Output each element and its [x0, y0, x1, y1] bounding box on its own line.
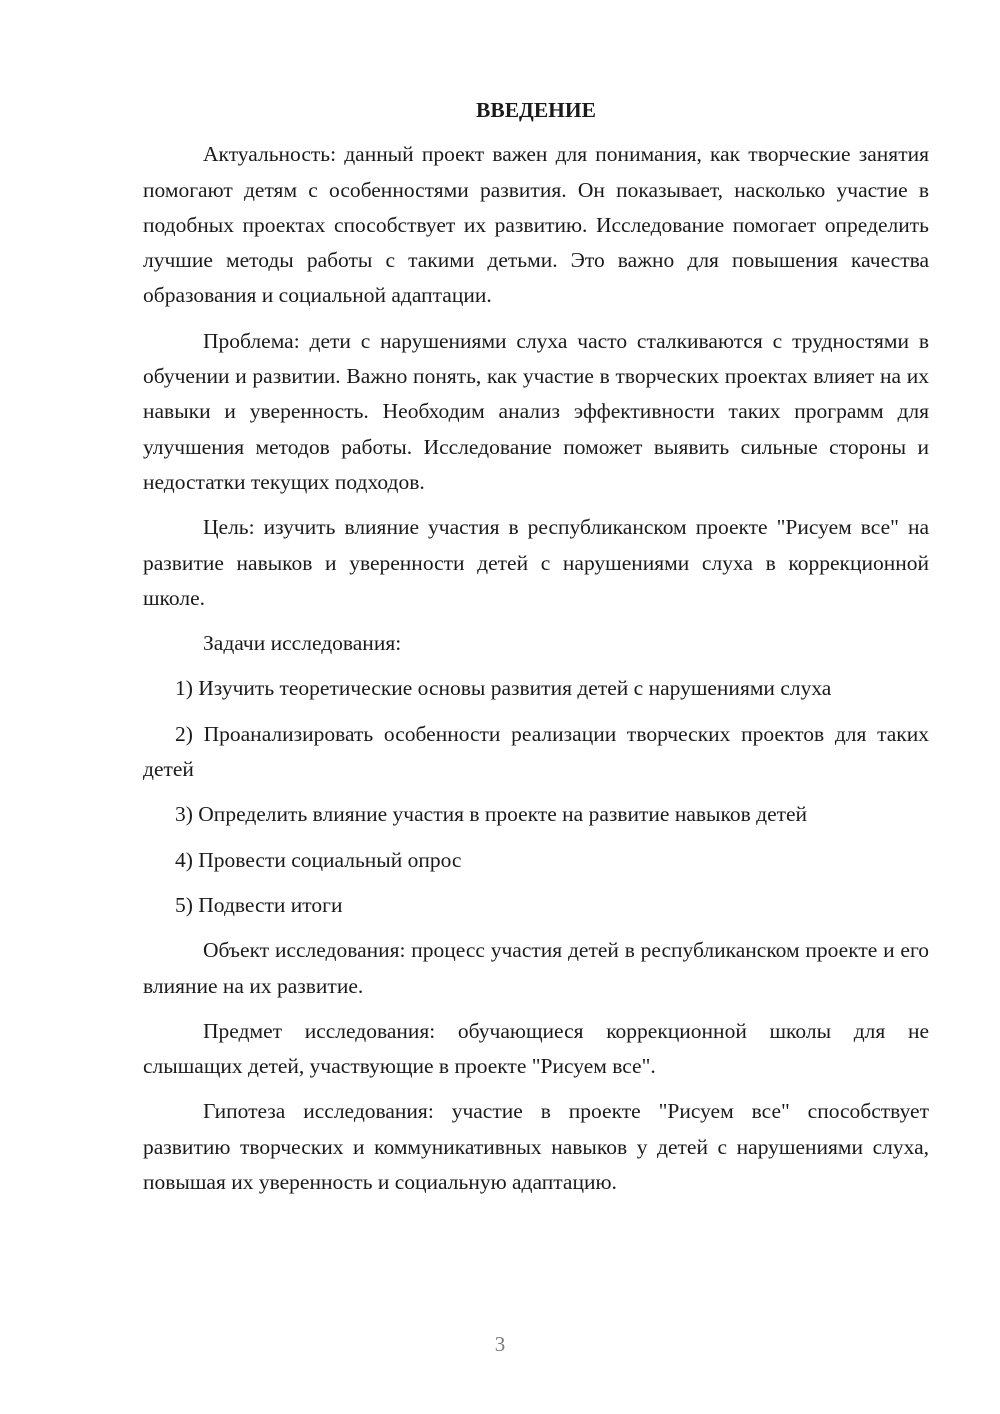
problem-paragraph: Проблема: дети с нарушениями слуха часто сталкиваются с трудностями в обучении и развитии. Важно понять, как участие в творческих проектах влияет на их навыки и уверенность. Необходим анализ эффективности таких программ для улучшения методов работы. Исследование поможет выявить сильные стороны и недостатки текущих подходов. [143, 328, 929, 494]
goal-paragraph: Цель: изучить влияние участия в республиканском проекте "Рисуем все" на развитие навыков и уверенности детей с нарушениями слуха в коррекционной школе. [143, 515, 929, 610]
hypothesis-paragraph: Гипотеза исследования: участие в проекте "Рисуем все" способствует развитию творческих и коммуникативных навыков у детей с нарушениями слуха, повышая их уверенность и социальную адаптацию. [143, 1099, 929, 1195]
task-item-4: 4) Провести социальный опрос [175, 847, 462, 872]
page-content [143, 93, 929, 1200]
page-title: ВВЕДЕНИЕ [476, 98, 596, 122]
relevance-paragraph: Актуальность: данный проект важен для понимания, как творческие занятия помогают детям с особенностями развития. Он показывает, насколько участие в подобных проектах способствует их развитию. Исследование помогает определить лучшие методы работы с такими детьми. Это важно для повышения качества образования и социальной адаптации. [143, 142, 929, 308]
task-item-2: 2) Проанализировать особенности реализации творческих проектов для таких детей [143, 721, 929, 782]
subject-paragraph: Предмет исследования: обучающиеся коррекционной школы для не слышащих детей, участвующие в проекте "Рисуем все". [143, 1018, 929, 1079]
tasks-heading: Задачи исследования: [203, 631, 402, 656]
object-paragraph: Объект исследования: процесс участия детей в республиканском проекте и его влияние на их развитие. [143, 938, 929, 998]
task-item-5: 5) Подвести итоги [175, 892, 343, 917]
task-item-1: 1) Изучить теоретические основы развития детей с нарушениями слуха [175, 676, 832, 701]
task-item-3: 3) Определить влияние участия в проекте на развитие навыков детей [175, 802, 808, 827]
page-number: 3 [494, 1332, 506, 1356]
